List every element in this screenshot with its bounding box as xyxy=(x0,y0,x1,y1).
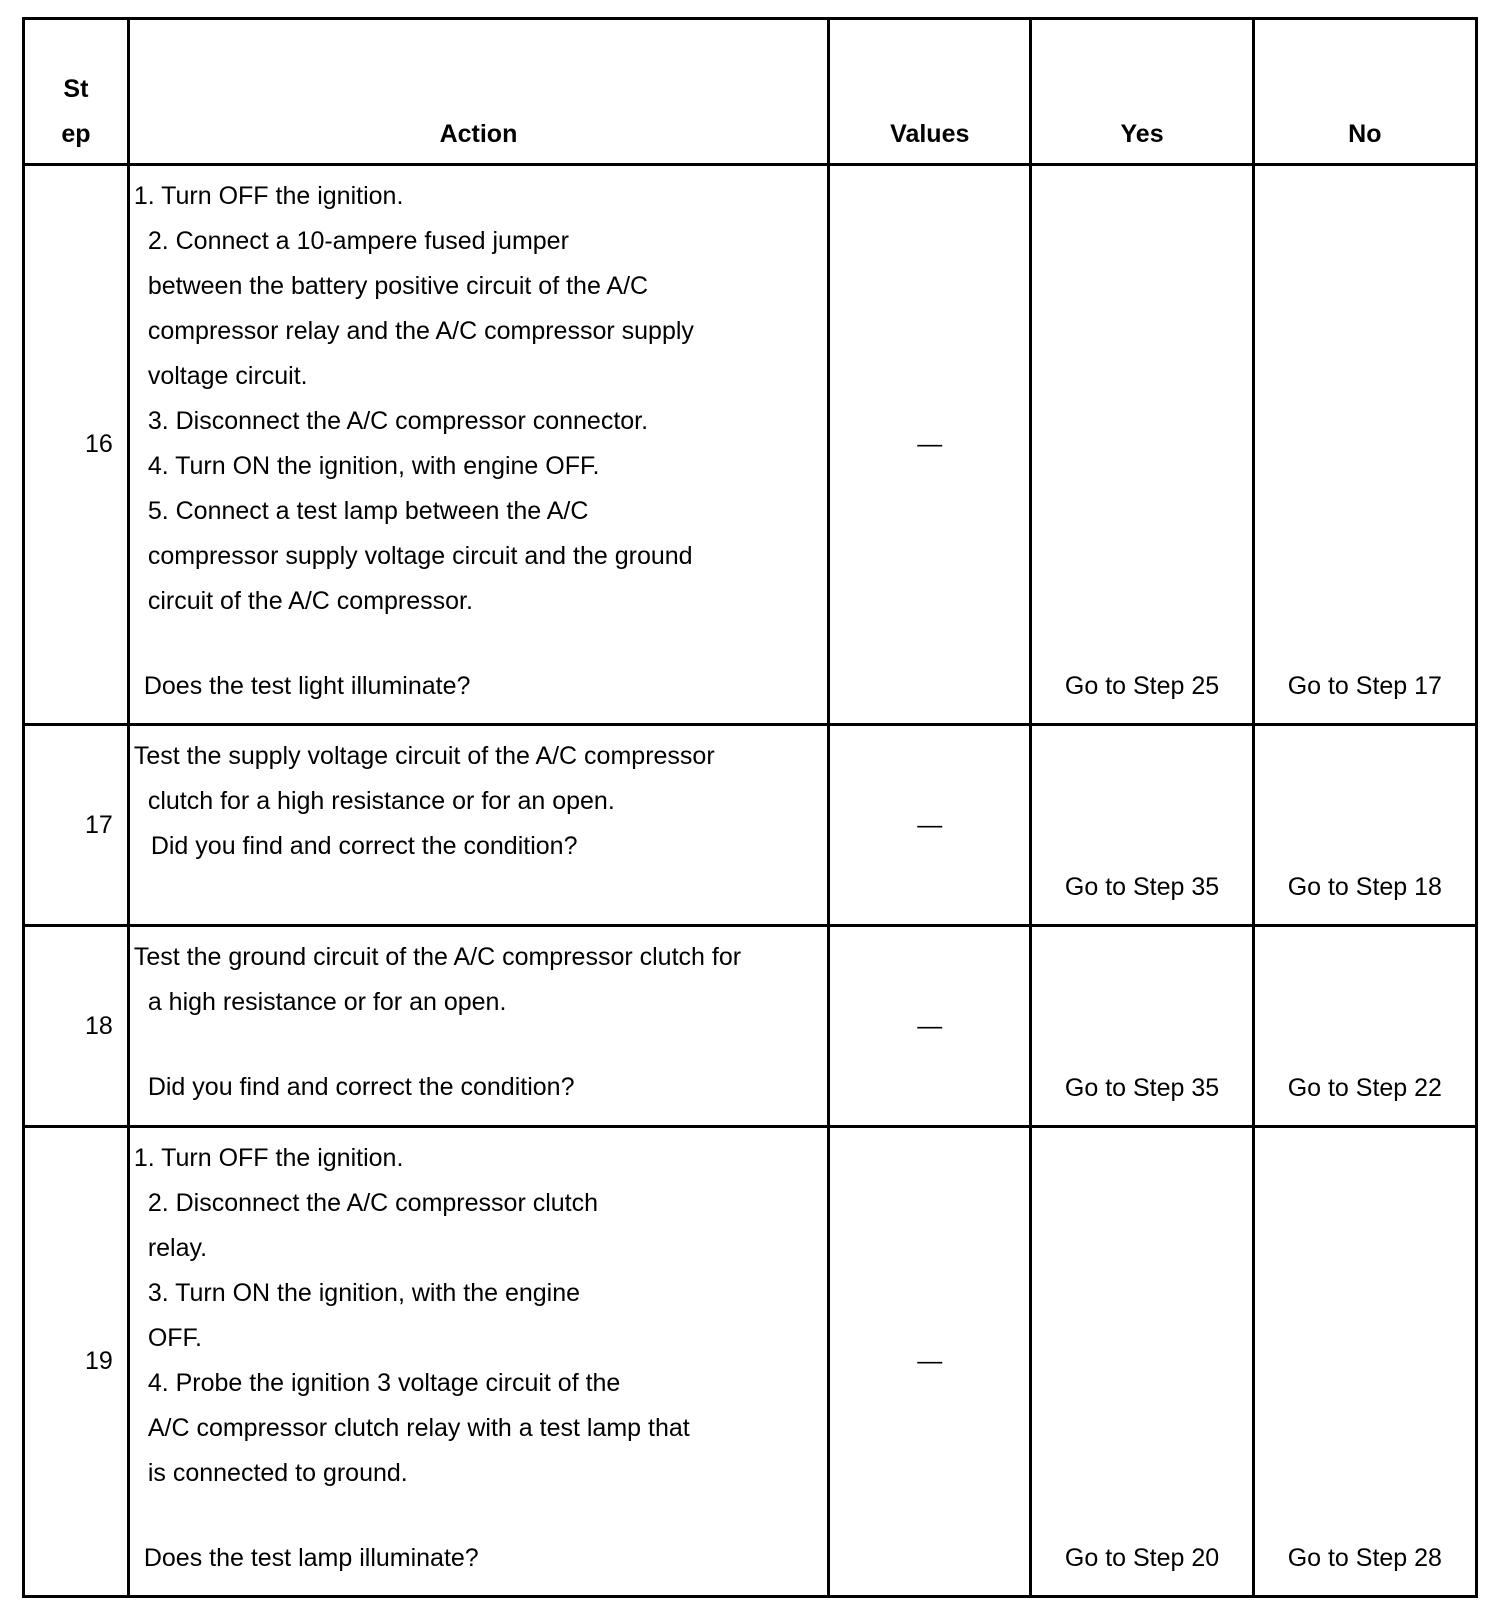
values-cell: — xyxy=(829,165,1031,725)
values-cell: — xyxy=(829,926,1031,1127)
action-line: compressor relay and the A/C compressor supply xyxy=(147,317,694,345)
action-line: 1. Turn OFF the ignition. xyxy=(133,1144,404,1172)
action-question: Does the test light illuminate? xyxy=(143,672,471,700)
action-line: 2. Connect a 10-ampere fused jumper xyxy=(147,227,569,255)
action-line: 3. Disconnect the A/C compressor connector. xyxy=(147,407,649,435)
action-question: Did you find and correct the condition? xyxy=(150,832,578,860)
table-row xyxy=(24,1127,1477,1597)
action-question: Does the test lamp illuminate? xyxy=(143,1544,479,1572)
values-cell: — xyxy=(829,725,1031,926)
action-line: Test the supply voltage circuit of the A/C compressor xyxy=(133,742,715,770)
spacer xyxy=(134,1496,819,1536)
no-cell: Go to Step 28 xyxy=(1253,1127,1476,1597)
action-line: 4. Probe the ignition 3 voltage circuit of the xyxy=(147,1369,621,1397)
action-cell xyxy=(128,926,828,1127)
action-line: A/C compressor clutch relay with a test lamp that xyxy=(147,1414,690,1442)
header-yes: Yes xyxy=(1031,19,1253,165)
table-row xyxy=(24,926,1477,1127)
action-line: clutch for a high resistance or for an open. xyxy=(147,787,615,815)
header-step-line1: St xyxy=(63,75,89,103)
action-line: a high resistance or for an open. xyxy=(147,988,507,1016)
step-number: 16 xyxy=(24,165,129,725)
header-step xyxy=(24,19,129,165)
yes-cell: Go to Step 35 xyxy=(1031,926,1253,1127)
values-cell: — xyxy=(829,1127,1031,1597)
action-line: OFF. xyxy=(147,1324,202,1352)
action-line: between the battery positive circuit of the A/C xyxy=(147,272,649,300)
action-line: 1. Turn OFF the ignition. xyxy=(133,182,404,210)
action-line: 5. Connect a test lamp between the A/C xyxy=(147,497,589,525)
action-cell xyxy=(128,725,828,926)
table-row xyxy=(24,725,1477,926)
step-number: 17 xyxy=(24,725,129,926)
table-row xyxy=(24,165,1477,725)
action-line: circuit of the A/C compressor. xyxy=(147,587,473,615)
no-cell: Go to Step 22 xyxy=(1253,926,1476,1127)
step-number: 19 xyxy=(24,1127,129,1597)
action-line: 3. Turn ON the ignition, with the engine xyxy=(147,1279,581,1307)
action-line: relay. xyxy=(147,1234,208,1262)
action-line: Test the ground circuit of the A/C compressor clutch for xyxy=(133,943,742,971)
yes-cell: Go to Step 20 xyxy=(1031,1127,1253,1597)
step-number: 18 xyxy=(24,926,129,1127)
action-cell xyxy=(128,165,828,725)
action-line: 4. Turn ON the ignition, with engine OFF. xyxy=(147,452,600,480)
yes-cell: Go to Step 25 xyxy=(1031,165,1253,725)
spacer xyxy=(134,1025,819,1065)
action-question: Did you find and correct the condition? xyxy=(147,1073,575,1101)
header-action: Action xyxy=(128,19,828,165)
action-line: compressor supply voltage circuit and the ground xyxy=(147,542,693,570)
diagnostic-table xyxy=(22,17,1478,1598)
action-cell xyxy=(128,1127,828,1597)
action-line: voltage circuit. xyxy=(147,362,308,390)
header-no: No xyxy=(1253,19,1476,165)
no-cell: Go to Step 17 xyxy=(1253,165,1476,725)
no-cell: Go to Step 18 xyxy=(1253,725,1476,926)
action-line: 2. Disconnect the A/C compressor clutch xyxy=(147,1189,599,1217)
header-row xyxy=(24,19,1477,165)
header-step-line2: ep xyxy=(61,120,91,148)
spacer xyxy=(134,624,819,664)
action-line: is connected to ground. xyxy=(147,1459,408,1487)
yes-cell: Go to Step 35 xyxy=(1031,725,1253,926)
header-values: Values xyxy=(829,19,1031,165)
